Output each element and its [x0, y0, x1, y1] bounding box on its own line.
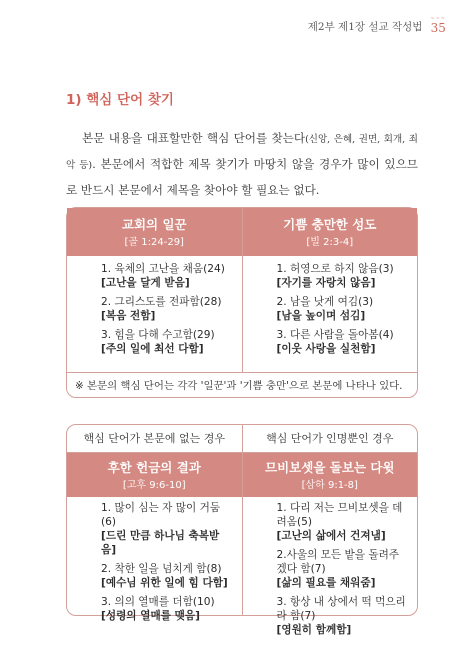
outline-item — [101, 328, 232, 356]
case-label-right: 핵심 단어가 인명뿐인 경우 — [242, 425, 418, 453]
scripture-reference: [빌 2:3-4] — [306, 237, 354, 248]
outline-point: 2. 착한 일을 넘치게 함(8) — [101, 563, 222, 575]
outline-item — [101, 562, 232, 590]
outline-keyword: [복음 전함] — [101, 310, 156, 322]
section-title: 1) 핵심 단어 찾기 — [66, 92, 174, 108]
table1-right-header — [242, 208, 418, 256]
outline-item — [101, 595, 232, 623]
table2-header-row — [67, 453, 417, 497]
outline-point: 3. 다른 사람을 돌아봄(4) — [276, 329, 394, 341]
example-table-2 — [66, 424, 418, 636]
case-label-left: 핵심 단어가 본문에 없는 경우 — [67, 425, 242, 453]
table1-left-header — [67, 208, 242, 256]
outline-keyword: [남을 높이며 섬김] — [276, 310, 366, 322]
sermon-title: 후한 헌금의 결과 — [107, 460, 201, 475]
outline-item — [101, 262, 232, 290]
outline-point: 3. 의의 열매를 더함(10) — [101, 596, 215, 608]
outline-keyword: [주의 일에 최선 다함] — [101, 343, 204, 355]
outline-item — [277, 328, 408, 356]
scripture-reference: [골 1:24-29] — [124, 237, 184, 248]
table2-left-outline — [67, 497, 242, 622]
table1-header-row — [67, 208, 417, 256]
outline-keyword: [고난의 삶에서 건져냄] — [276, 530, 386, 542]
outline-item — [277, 262, 408, 290]
outline-point: 1. 육체의 고난을 채움(24) — [101, 263, 225, 275]
chapter-header: 제2부 제1장 설교 작성법 — [307, 21, 423, 33]
sermon-title: 기쁨 충만한 성도 — [283, 217, 377, 232]
outline-point: 2. 남을 낫게 여김(3) — [276, 296, 374, 308]
table2-body-row — [67, 497, 417, 636]
outline-item — [277, 295, 408, 323]
body-paragraph — [66, 126, 418, 202]
outline-keyword: [이웃 사랑을 실천함] — [276, 343, 376, 355]
outline-keyword: [예수님 위한 일에 힘 다함] — [101, 577, 228, 589]
outline-keyword: [영원히 함께함] — [276, 624, 352, 636]
running-header — [308, 16, 446, 34]
outline-keyword: [고난을 달게 받음] — [101, 277, 190, 289]
outline-point: 2. 그리스도를 전파함(28) — [101, 296, 222, 308]
page-number: 35 — [430, 21, 446, 35]
table1-note: ※ 본문의 핵심 단어는 각각 '일꾼'과 '기쁨 충만'으로 본문에 나타나 있다. — [67, 372, 417, 399]
outline-point: 3. 힘을 다해 수고함(29) — [101, 329, 215, 341]
paragraph-part1: 본문 내용을 대표할만한 핵심 단어를 찾는다 — [82, 131, 306, 145]
outline-point: 3. 항상 내 상에서 떡 먹으리라 함(7) — [276, 596, 406, 622]
outline-item — [277, 548, 408, 590]
sermon-title: 므비보셋을 돌보는 다윗 — [265, 460, 395, 475]
scripture-reference: [삼하 9:1-8] — [301, 480, 358, 491]
outline-item — [277, 501, 408, 543]
page-number-block — [430, 17, 446, 34]
sermon-title: 교회의 일꾼 — [121, 217, 187, 232]
outline-point: 1. 다리 저는 므비보셋을 데려옴(5) — [276, 502, 403, 528]
outline-keyword: [드린 만큼 하나님 축복받음] — [101, 530, 220, 556]
table2-right-outline — [242, 497, 418, 636]
scripture-reference: [고후 9:6-10] — [122, 480, 186, 491]
example-table-1 — [66, 207, 418, 398]
outline-keyword: [자기를 자랑치 않음] — [276, 277, 376, 289]
outline-point: 2.사울의 모든 밭을 돌려주겠다 함(7) — [276, 549, 400, 575]
paragraph-examples: (신앙, 은혜, 권면, 회개, 죄악 등) — [66, 134, 418, 171]
table2-case-row — [67, 425, 417, 453]
table2-left-header — [67, 453, 242, 497]
page-ornament: ~~~ — [430, 16, 446, 22]
outline-point: 1. 허영으로 하지 않음(3) — [276, 263, 394, 275]
outline-point: 1. 많이 심는 자 많이 거둠(6) — [101, 502, 221, 528]
outline-item — [277, 595, 408, 637]
outline-item — [101, 295, 232, 323]
table1-body-row — [67, 256, 417, 372]
table2-right-header — [242, 453, 418, 497]
outline-keyword: [삶의 필요를 채워줌] — [276, 577, 376, 589]
table1-right-outline — [242, 256, 418, 372]
outline-keyword: [성령의 열매를 맺음] — [101, 610, 200, 622]
outline-item — [101, 501, 232, 557]
table1-left-outline — [67, 256, 242, 372]
paragraph-part2: . 본문에서 적합한 제목 찾기가 마땅치 않을 경우가 많이 있으므로 반드시 본문에서 제목을 찾아야 할 필요는 없다. — [66, 157, 418, 197]
